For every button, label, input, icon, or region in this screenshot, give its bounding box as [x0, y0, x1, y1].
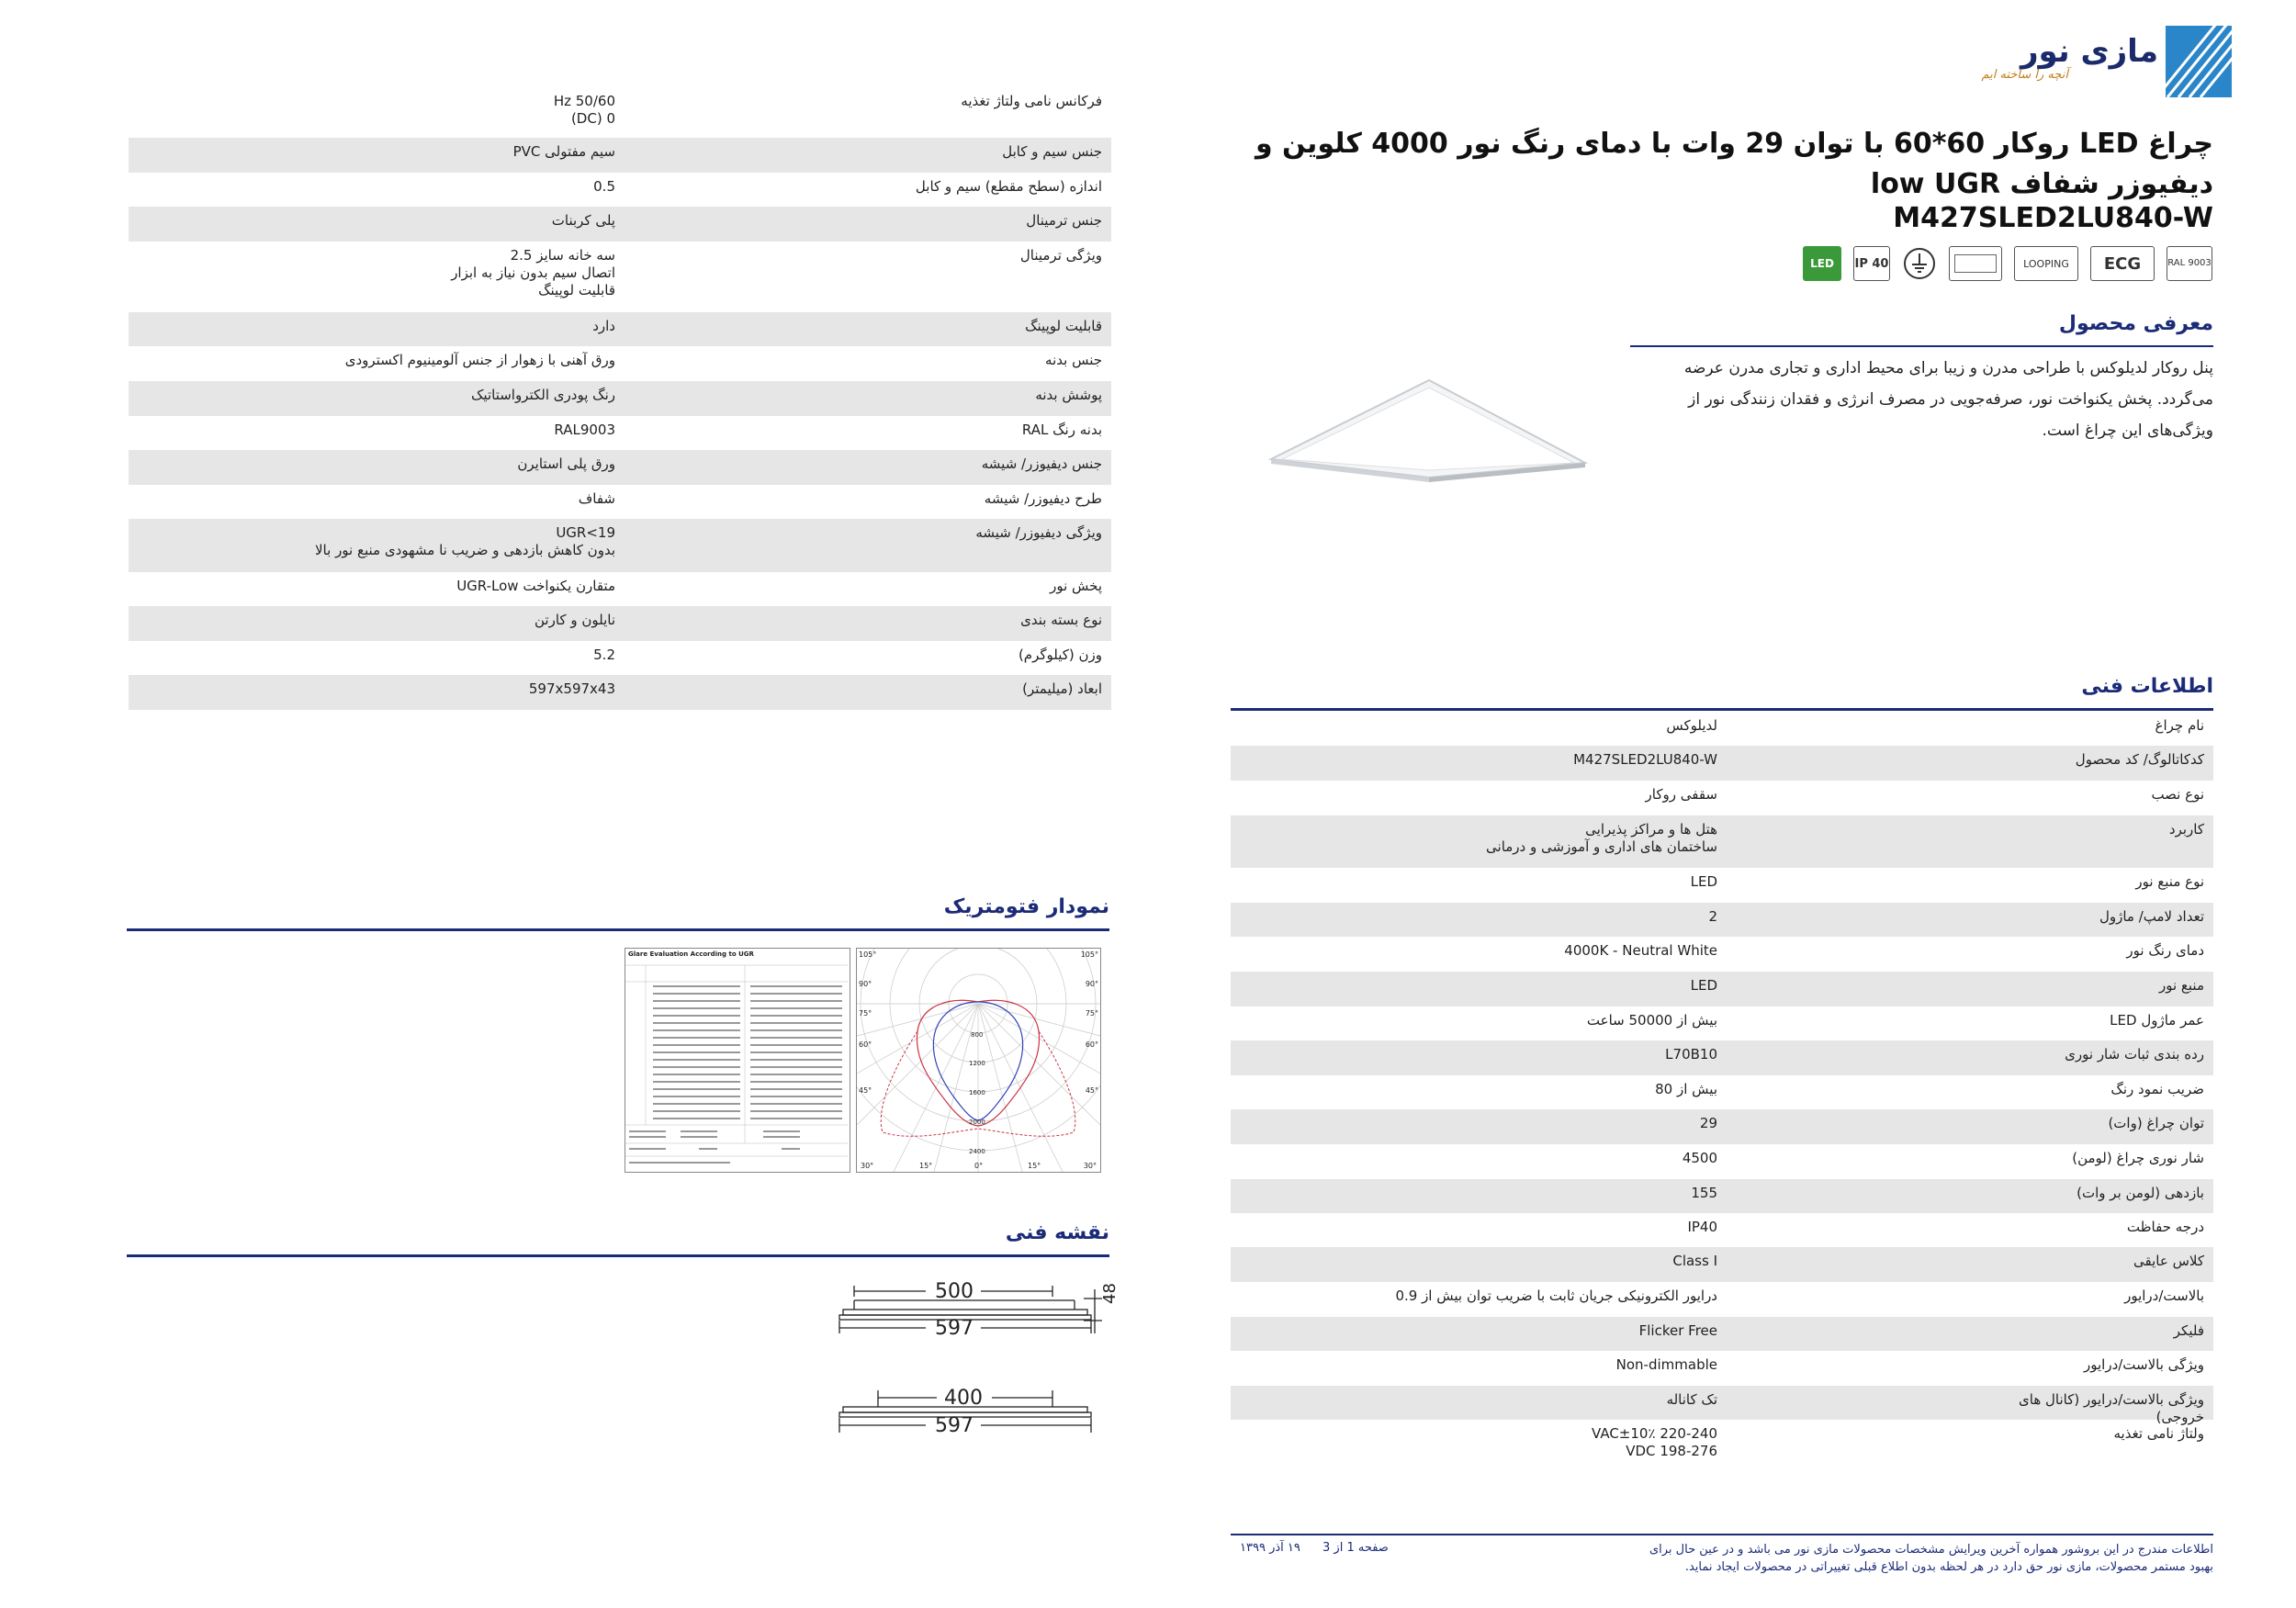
spec-label: ابعاد (میلیمتر)	[1022, 680, 1102, 697]
tech-info-row	[1231, 1213, 2213, 1247]
polar-label-0: 0°	[974, 1162, 984, 1170]
spec-label: وزن (کیلوگرم)	[1018, 647, 1102, 663]
tech-info-row	[1231, 1247, 2213, 1282]
tech-info-label: نوع منبع نور	[2135, 873, 2204, 890]
tech-info-value: M427SLED2LU840-W	[1573, 751, 1717, 768]
spec-label: جنس سیم و کابل	[1002, 143, 1102, 160]
tech-info-value: بیش از 50000 ساعت	[1586, 1012, 1717, 1029]
tech-info-value: LED	[1690, 977, 1717, 994]
footer-disclaimer: اطلاعات مندرج در این بروشور همواره آخرین ویرایش مشخصات محصولات مازی نور می باشد و در عین حال برای بهبود مستمر محصولات، مازی نور حق دارد در هر لحظه بدون اطلاع قبلی تغییراتی در محصولات ایجاد نماید.	[1649, 1543, 2213, 1574]
spec-value: دارد	[592, 318, 615, 334]
tech-info-label: بالاست/درایور	[2124, 1288, 2204, 1304]
tech-info-label: ضریب نمود رنگ	[2110, 1081, 2204, 1097]
spec-value: سه خانه سایز 2.5 اتصال سیم بدون نیاز به ابزار قابلیت لوپینگ	[451, 247, 615, 298]
spec-label: جنس دیفیوزر/ شیشه	[981, 455, 1102, 472]
spec-row	[129, 173, 1111, 207]
footer-date: ۱۹ آذر ۱۳۹۹	[1240, 1541, 1300, 1555]
product-title: چراغ LED روکار 60*60 با توان 29 وات با دمای رنگ نور 4000 کلوین و دیفیوزر شفاف low UGR	[1255, 128, 2213, 200]
tech-info-label: منبع نور	[2158, 977, 2204, 994]
polar-label-60r: 60°	[1085, 1040, 1098, 1049]
tech-info-label: ولتاژ نامی تغذیه	[2113, 1425, 2204, 1442]
tech-info-label: درجه حفاظت	[2126, 1219, 2204, 1235]
spec-row	[129, 641, 1111, 675]
logo-text: مازی نور	[2020, 33, 2158, 70]
photometric-heading: نمودار فتومتریک	[943, 895, 1109, 918]
spec-value: 5.2	[593, 647, 615, 663]
polar-label-75l: 75°	[859, 1009, 872, 1018]
spec-label: ویژگی دیفیوزر/ شیشه	[975, 524, 1102, 541]
spec-label: فرکانس نامی ولتاژ تغذیه	[961, 93, 1102, 109]
spec-value: UGR<19 بدون کاهش بازدهی و ضریب نا مشهودی منبع نور بالا	[315, 524, 615, 558]
polar-radius-2000: 2000	[969, 1119, 985, 1126]
tech-info-row	[1231, 903, 2213, 937]
tech-info-value: 155	[1691, 1185, 1717, 1201]
spec-value: RAL9003	[554, 422, 615, 438]
tech-info-value: 2	[1708, 908, 1717, 925]
spec-value: 597x597x43	[528, 680, 615, 697]
tech-info-label: نوع نصب	[2151, 786, 2204, 803]
footer-divider	[1231, 1534, 2213, 1535]
spec-value: ورق پلی استایرن	[517, 455, 615, 472]
spec-row	[129, 138, 1111, 173]
tech-info-value: L70B10	[1665, 1046, 1717, 1063]
spec-label: اندازه (سطح مقطع) سیم و کابل	[915, 178, 1102, 195]
ugr-table-grid	[625, 960, 848, 1169]
spec-label: پخش نور	[1050, 578, 1102, 594]
polar-radius-1200: 1200	[969, 1060, 985, 1067]
spec-value: سیم مفتولی PVC	[512, 143, 615, 160]
spec-label: پوشش بدنه	[1035, 387, 1102, 403]
tech-info-label: کدکاتالوگ/ کد محصول	[2075, 751, 2204, 768]
spec-row	[129, 519, 1111, 572]
tech-info-value: سقفی روکار	[1645, 786, 1717, 803]
spec-value: ورق آهنی با زهوار از جنس آلومینیوم اکسترودی	[344, 352, 615, 368]
tech-info-value: 220-240 VAC±10٪ 198-276 VDC	[1592, 1425, 1717, 1459]
polar-label-75r: 75°	[1085, 1009, 1098, 1018]
tech-info-value: بیش از 80	[1655, 1081, 1717, 1097]
tech-info-label: کلاس عایقی	[2133, 1253, 2204, 1269]
polar-radius-1600: 1600	[969, 1089, 985, 1096]
brand-logo	[1965, 26, 2232, 99]
ecg-badge: ECG	[2090, 246, 2155, 281]
tech-info-value: Flicker Free	[1638, 1322, 1717, 1339]
tech-info-label: تعداد لامپ/ ماژول	[2099, 908, 2204, 925]
tech-info-row	[1231, 1317, 2213, 1351]
product-panel-image	[1267, 375, 1589, 485]
tech-info-row	[1231, 712, 2213, 746]
tech-info-label: ویژگی بالاست/درایور	[2083, 1356, 2204, 1373]
panel-icon	[1949, 246, 2002, 281]
spec-label: قابلیت لوپینگ	[1025, 318, 1102, 334]
tech-info-row	[1231, 781, 2213, 815]
ip40-badge: IP 40	[1853, 246, 1890, 281]
tech-info-label: شار نوری چراغ (لومن)	[2072, 1150, 2204, 1166]
tech-info-row	[1231, 1351, 2213, 1386]
drawing-divider	[127, 1254, 1109, 1257]
tech-info-row	[1231, 1040, 2213, 1075]
tech-info-label: ویژگی بالاست/درایور (کانال های خروجی)	[2019, 1391, 2204, 1425]
tech-info-value: 4500	[1682, 1150, 1717, 1166]
tech-info-row	[1231, 1420, 2213, 1475]
spec-row	[129, 346, 1111, 381]
intro-heading: معرفی محصول	[2058, 312, 2213, 335]
tech-info-label: نام چراغ	[2155, 717, 2204, 734]
intro-text: پنل روکار لدیلوکس با طراحی مدرن و زیبا برای محیط اداری و تجاری مدرن عرضه می‌گردد. پخش یکنواخت نور، صرفه‌جویی در مصرف انرژی و فقدان زنندگی نور از ویژگی‌های این چراغ است.	[1683, 359, 2213, 440]
polar-label-90r: 90°	[1085, 980, 1098, 988]
tech-info-row	[1231, 1144, 2213, 1179]
tech-info-value: لدیلوکس	[1666, 717, 1717, 734]
tech-info-value: Class I	[1672, 1253, 1717, 1269]
tech-info-value: IP40	[1687, 1219, 1717, 1235]
spec-value: رنگ پودری الکترواستاتیک	[471, 387, 615, 403]
ral9003-badge: RAL 9003	[2167, 246, 2212, 281]
tech-info-row	[1231, 1075, 2213, 1109]
intro-divider	[1630, 345, 2213, 347]
tech-info-row	[1231, 868, 2213, 903]
polar-diagram	[856, 948, 1101, 1173]
ugr-table-title: Glare Evaluation According to UGR	[628, 950, 754, 958]
spec-value: 50/60 Hz 0 (DC)	[553, 93, 615, 127]
polar-label-90l: 90°	[859, 980, 872, 988]
tech-info-divider	[1231, 708, 2213, 711]
spec-label: نوع بسته بندی	[1020, 612, 1102, 628]
logo-tagline: آنچه را ساخته ایم	[1981, 68, 2068, 82]
spec-value: 0.5	[593, 178, 615, 195]
tech-info-value: درایور الکترونیکی جریان ثابت با ضریب توان بیش از 0.9	[1395, 1288, 1717, 1304]
dim-400: 400	[944, 1387, 983, 1410]
polar-radius-800: 800	[971, 1031, 984, 1039]
spec-row	[129, 416, 1111, 450]
spec-row	[129, 87, 1111, 138]
tech-info-value: 4000K - Neutral White	[1564, 942, 1717, 959]
polar-label-105l: 105°	[859, 950, 877, 959]
spec-row	[129, 606, 1111, 641]
tech-info-row	[1231, 746, 2213, 781]
dim-597-bottom: 597	[935, 1414, 974, 1437]
spec-value: متقارن یکنواخت UGR-Low	[456, 578, 615, 594]
polar-label-105r: 105°	[1080, 950, 1098, 959]
tech-info-value: Non-dimmable	[1615, 1356, 1717, 1373]
polar-radius-2400: 2400	[969, 1148, 985, 1155]
tech-info-row	[1231, 1179, 2213, 1213]
tech-info-label: بازدهی (لومن بر وات)	[2077, 1185, 2204, 1201]
tech-info-value: LED	[1690, 873, 1717, 890]
tech-info-value: تک کاناله	[1666, 1391, 1717, 1408]
spec-row	[129, 312, 1111, 346]
footer-page-number: صفحه 1 از 3	[1322, 1541, 1389, 1555]
spec-row	[129, 207, 1111, 242]
led-badge: LED	[1803, 246, 1841, 281]
spec-label: ویژگی ترمینال	[1019, 247, 1102, 264]
product-code: M427SLED2LU840-W	[1893, 202, 2213, 234]
drawing-heading: نقشه فنی	[1005, 1221, 1109, 1244]
spec-row	[129, 675, 1111, 710]
tech-info-heading: اطلاعات فنی	[2081, 675, 2213, 698]
polar-label-15r: 15°	[1028, 1162, 1041, 1170]
polar-label-45l: 45°	[859, 1086, 872, 1095]
tech-info-label: فلیکر	[2173, 1322, 2204, 1339]
tech-info-row	[1231, 1109, 2213, 1144]
spec-row	[129, 572, 1111, 606]
tech-info-label: توان چراغ (وات)	[2108, 1115, 2204, 1131]
tech-info-label: عمر ماژول LED	[2110, 1012, 2204, 1029]
spec-row	[129, 242, 1111, 312]
tech-info-row	[1231, 972, 2213, 1006]
tech-info-label: دمای رنگ نور	[2126, 942, 2204, 959]
spec-label: جنس ترمینال	[1026, 212, 1102, 229]
spec-row	[129, 485, 1111, 519]
tech-info-label: رده بندی ثبات شار نوری	[2065, 1046, 2204, 1063]
spec-label: بدنه رنگ RAL	[1021, 422, 1102, 438]
logo-mark-icon	[2166, 26, 2232, 97]
tech-info-label: کاربرد	[2168, 821, 2204, 838]
spec-value: پلی کربنات	[551, 212, 615, 229]
spec-value: شفاف	[578, 490, 615, 507]
spec-row	[129, 450, 1111, 485]
spec-label: جنس بدنه	[1045, 352, 1102, 368]
tech-info-row	[1231, 1282, 2213, 1317]
tech-info-row	[1231, 815, 2213, 868]
technical-drawing	[827, 1267, 1120, 1469]
polar-label-45r: 45°	[1085, 1086, 1098, 1095]
spec-label: طرح دیفیوزر/ شیشه	[984, 490, 1102, 507]
spec-value: نایلون و کارتن	[535, 612, 615, 628]
dim-500: 500	[935, 1280, 974, 1303]
polar-label-30l: 30°	[861, 1162, 874, 1170]
spec-row	[129, 381, 1111, 416]
polar-label-30r: 30°	[1083, 1162, 1097, 1170]
looping-badge: LOOPING	[2014, 246, 2078, 281]
tech-info-row	[1231, 1006, 2213, 1040]
dim-48: 48	[1100, 1283, 1120, 1304]
tech-info-value: هتل ها و مراکز پذیرایی ساختمان های اداری و آموزشی و درمانی	[1486, 821, 1717, 855]
polar-label-60l: 60°	[859, 1040, 872, 1049]
photometric-divider	[127, 928, 1109, 931]
earth-ground-icon	[1901, 246, 1938, 281]
tech-info-row	[1231, 1386, 2213, 1425]
ugr-table	[625, 948, 850, 1173]
tech-info-value: 29	[1699, 1115, 1717, 1131]
tech-info-row	[1231, 937, 2213, 972]
polar-label-15l: 15°	[919, 1162, 933, 1170]
dim-597-top: 597	[935, 1317, 974, 1340]
